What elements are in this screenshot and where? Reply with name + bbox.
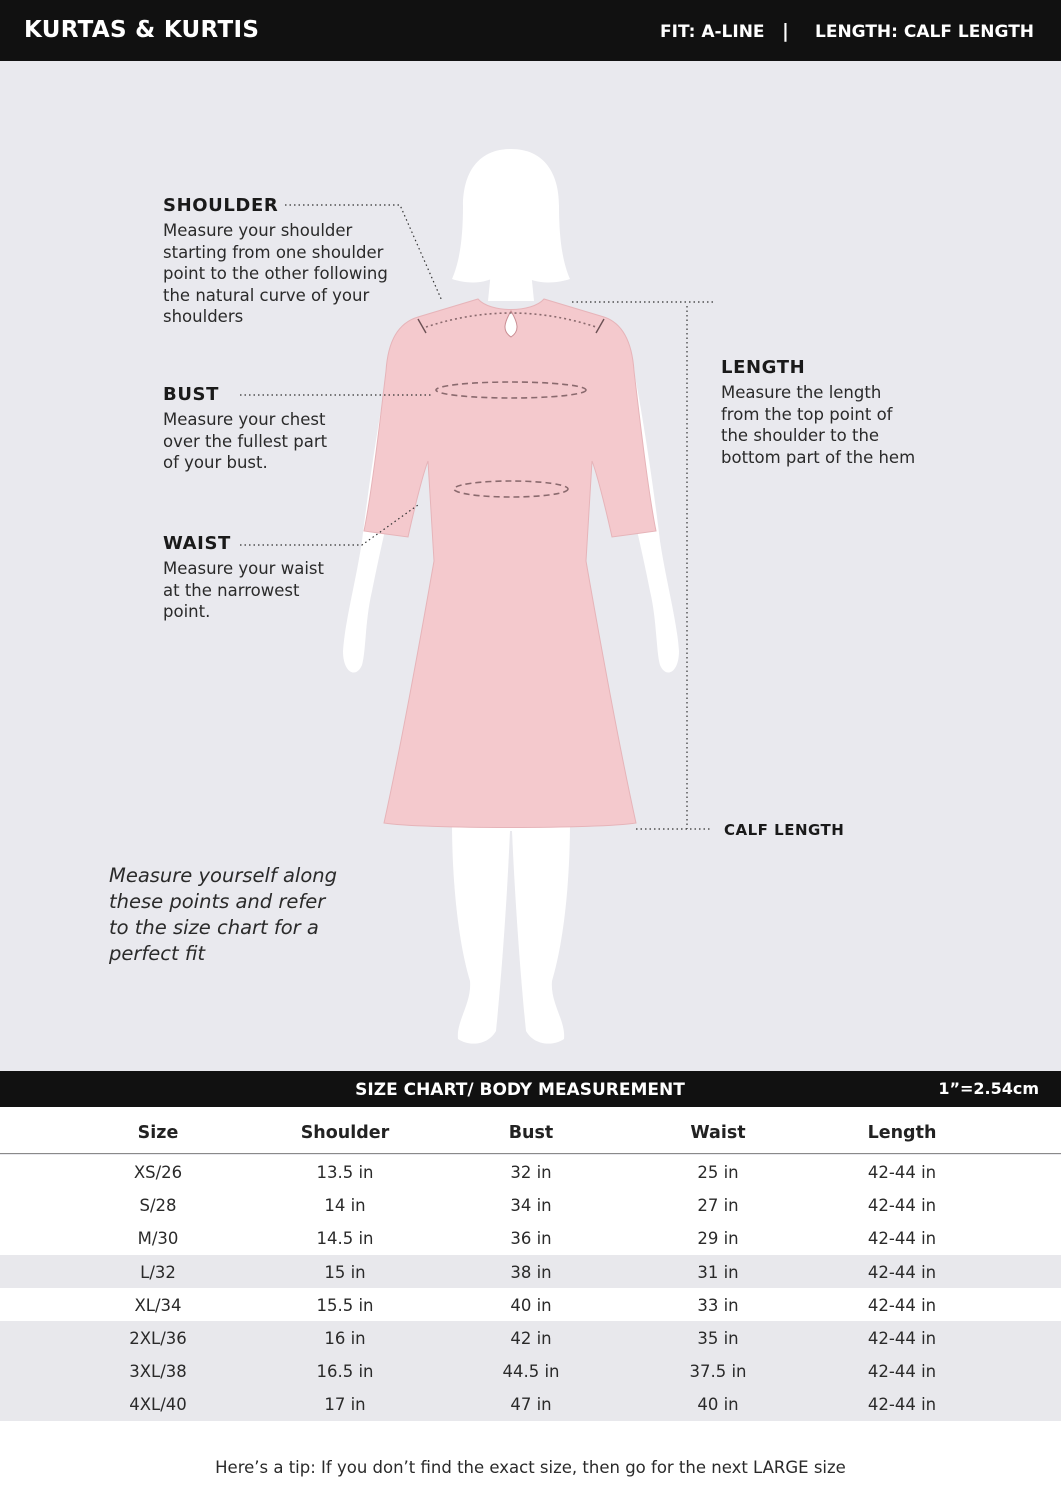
shoulder-cell: 17 in	[324, 1395, 366, 1415]
waist-title: WAIST	[163, 533, 231, 554]
calf-length-label: CALF LENGTH	[724, 821, 845, 839]
waist-cell: 35 in	[697, 1328, 739, 1348]
length-cell: 42-44 in	[867, 1362, 937, 1382]
bust-line-3: of your bust.	[163, 453, 268, 472]
size-table-header	[0, 1107, 1061, 1154]
table-row	[0, 1354, 1061, 1387]
bust-line-1: Measure your chest	[163, 410, 326, 429]
bust-cell: 47 in	[510, 1395, 552, 1415]
length-line-4: bottom part of the hem	[721, 447, 916, 467]
shoulder-line-4: the natural curve of your	[163, 285, 370, 305]
size-cell: XS/26	[133, 1163, 183, 1182]
length-note	[721, 357, 941, 468]
bust-cell: 42 in	[510, 1328, 552, 1348]
bust-note	[163, 384, 363, 474]
length-cell: 42-44 in	[867, 1163, 937, 1182]
waist-line-3: point.	[163, 602, 211, 621]
size-table-body	[0, 1155, 1061, 1421]
waist-cell: 40 in	[697, 1395, 739, 1415]
length-cell: 42-44 in	[867, 1262, 937, 1282]
tip-footer	[0, 1421, 1061, 1500]
bust-cell: 36 in	[510, 1229, 552, 1249]
bust-line-2: over the fullest part	[163, 431, 328, 451]
table-row	[0, 1387, 1061, 1420]
bust-cell: 44.5 in	[502, 1362, 560, 1382]
waist-cell: 31 in	[697, 1262, 739, 1282]
length-title: LENGTH	[721, 357, 806, 378]
waist-cell: 25 in	[697, 1163, 739, 1182]
dress-shape	[364, 299, 656, 828]
column-header-bust: Bust	[508, 1123, 554, 1143]
waist-line-1: Measure your waist	[163, 559, 324, 578]
tagline-line-4: perfect fit	[109, 942, 206, 965]
shoulder-line-1: Measure your shoulder	[163, 221, 353, 240]
measure-tagline	[109, 863, 349, 967]
fit-label: FIT: A-LINE	[660, 22, 765, 42]
tagline-line-3: to the size chart for a	[109, 916, 319, 939]
length-cell: 42-44 in	[867, 1196, 937, 1216]
length-line-3: the shoulder to the	[721, 426, 880, 445]
table-row	[0, 1321, 1061, 1354]
column-header-length: Length	[867, 1123, 937, 1143]
length-line-1: Measure the length	[721, 383, 882, 402]
length-cell: 42-44 in	[867, 1328, 937, 1348]
size-cell: 4XL/40	[129, 1395, 187, 1415]
waist-note	[163, 533, 363, 623]
length-line-2: from the top point of	[721, 404, 893, 424]
length-cell: 42-44 in	[867, 1229, 937, 1249]
size-cell: M/30	[137, 1229, 179, 1249]
shoulder-cell: 14 in	[324, 1196, 366, 1216]
tagline-line-2: these points and refer	[109, 890, 326, 913]
waist-description	[163, 558, 363, 623]
size-chart-header	[0, 1071, 1061, 1107]
length-description	[721, 382, 941, 468]
shoulder-cell: 15.5 in	[316, 1295, 374, 1315]
shoulder-line-2: starting from one shoulder	[163, 242, 384, 262]
size-cell: 3XL/38	[129, 1362, 187, 1382]
bust-cell: 40 in	[510, 1295, 552, 1315]
size-chart-title: SIZE CHART/ BODY MEASUREMENT	[355, 1080, 685, 1100]
size-cell: 2XL/36	[129, 1328, 187, 1348]
shoulder-cell: 15 in	[324, 1262, 366, 1282]
shoulder-line-5: shoulders	[163, 307, 244, 326]
shoulder-description	[163, 220, 403, 328]
tagline-line-1: Measure yourself along	[109, 864, 338, 887]
shoulder-cell: 13.5 in	[316, 1163, 374, 1182]
size-cell: L/32	[140, 1262, 176, 1282]
unit-conversion: 1”=2.54cm	[938, 1079, 1039, 1098]
size-tip: Here’s a tip: If you don’t find the exact size, then go for the next LARGE size	[215, 1458, 846, 1477]
length-cell: 42-44 in	[867, 1395, 937, 1415]
legs-shape	[452, 821, 570, 1044]
shoulder-line-3: point to the other following	[163, 264, 388, 283]
waist-line-2: at the narrowest	[163, 580, 300, 600]
table-row	[0, 1188, 1061, 1221]
waist-cell: 29 in	[697, 1229, 739, 1249]
bust-cell: 38 in	[510, 1262, 552, 1282]
size-cell: XL/34	[134, 1295, 182, 1315]
column-header-size: Size	[137, 1123, 179, 1143]
bust-description	[163, 409, 363, 474]
waist-cell: 27 in	[697, 1196, 739, 1216]
measurement-diagram	[0, 61, 1061, 1069]
shoulder-note	[163, 195, 403, 328]
table-row	[0, 1255, 1061, 1288]
shoulder-title: SHOULDER	[163, 195, 279, 216]
table-row	[0, 1155, 1061, 1188]
waist-cell: 33 in	[697, 1295, 739, 1315]
column-header-waist: Waist	[690, 1123, 746, 1143]
bust-cell: 34 in	[510, 1196, 552, 1216]
table-row	[0, 1221, 1061, 1254]
table-row	[0, 1288, 1061, 1321]
length-cell: 42-44 in	[867, 1295, 937, 1315]
size-cell: S/28	[139, 1196, 177, 1216]
bust-title: BUST	[163, 384, 219, 405]
length-label: LENGTH: CALF LENGTH	[815, 22, 1035, 42]
header-separator: |	[782, 20, 789, 42]
waist-cell: 37.5 in	[689, 1362, 747, 1382]
page-title: KURTAS & KURTIS	[24, 17, 260, 43]
column-header-shoulder: Shoulder	[300, 1123, 390, 1143]
shoulder-cell: 14.5 in	[316, 1229, 374, 1249]
header-bar	[0, 0, 1061, 61]
shoulder-cell: 16 in	[324, 1328, 366, 1348]
shoulder-cell: 16.5 in	[316, 1362, 374, 1382]
bust-cell: 32 in	[510, 1163, 552, 1182]
neck-shape	[488, 261, 534, 301]
